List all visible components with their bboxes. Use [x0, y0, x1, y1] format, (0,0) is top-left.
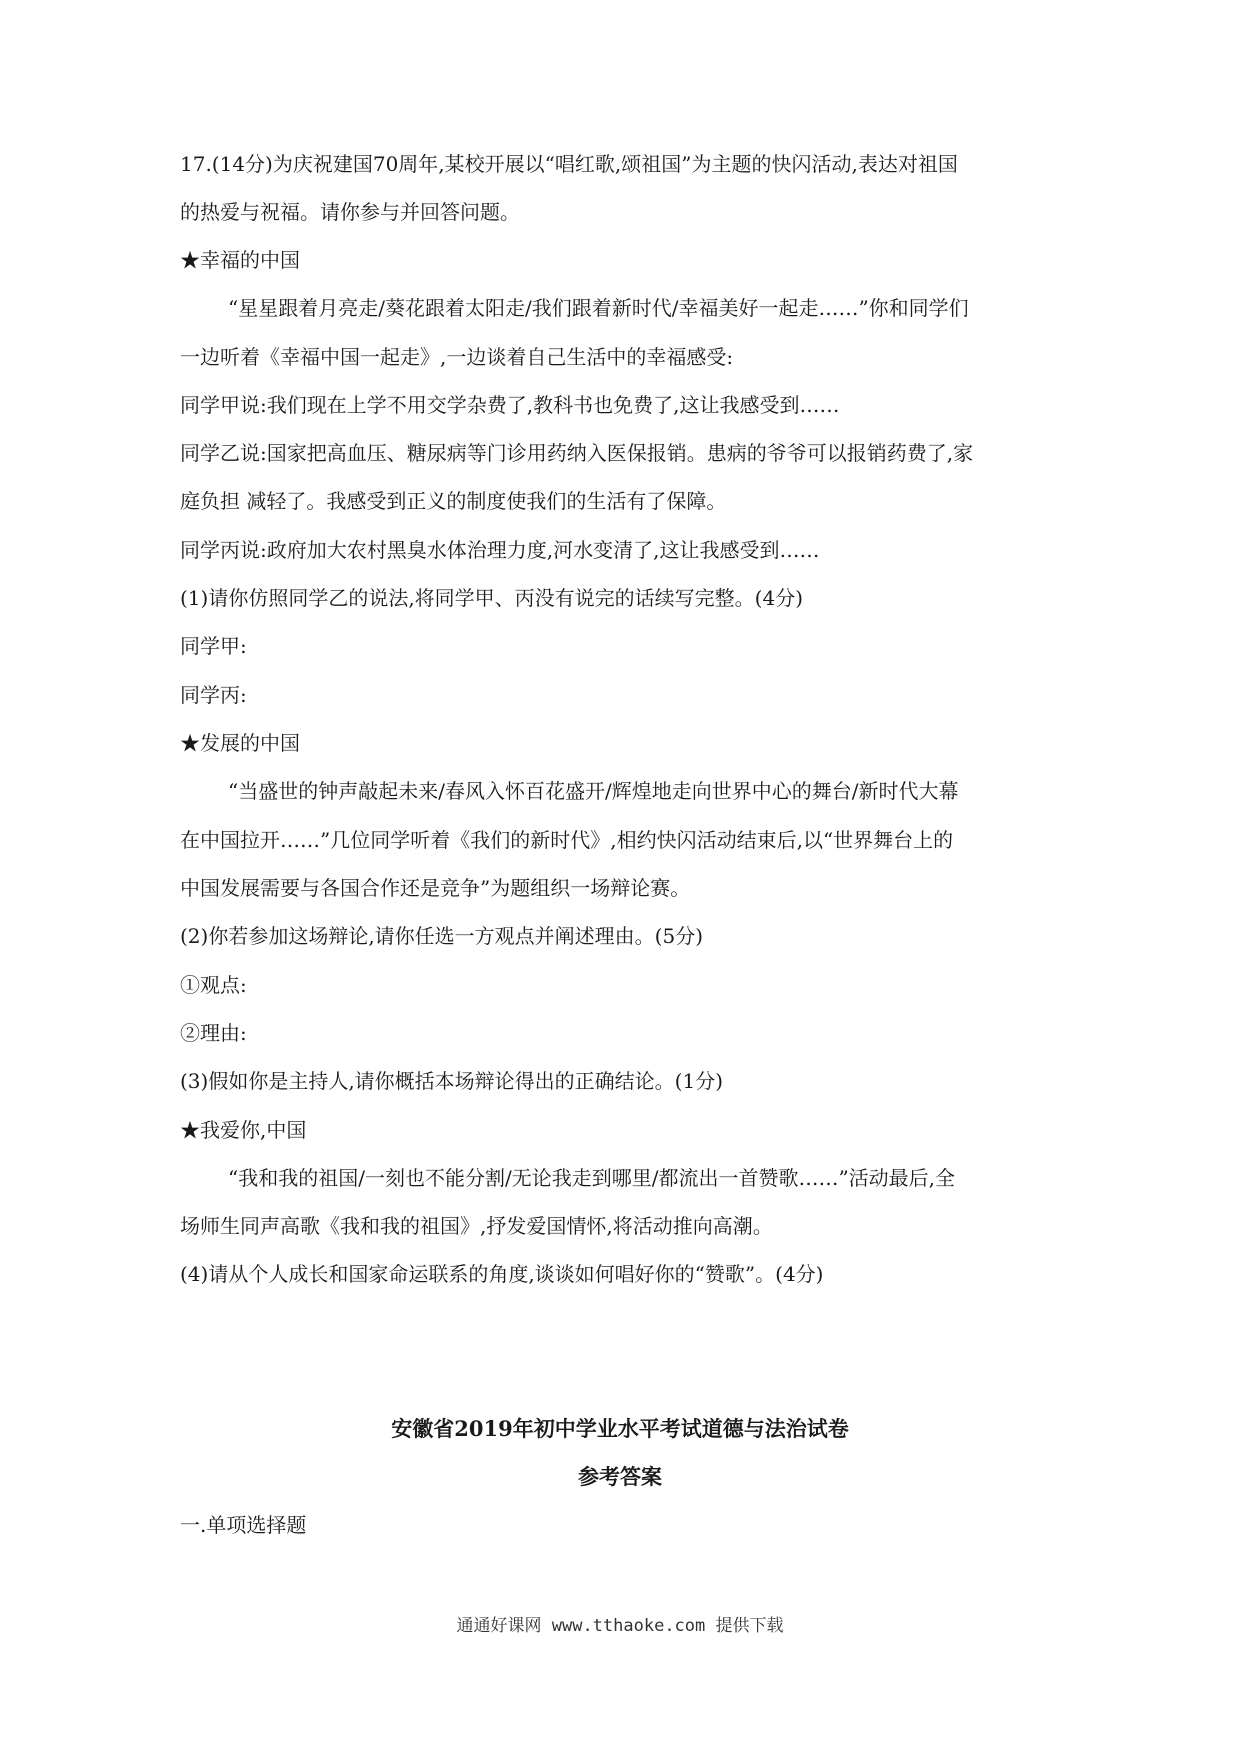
question-17-intro-line1: 17.(14分)为庆祝建国70周年,某校开展以“唱红歌,颂祖国”为主题的快闪活动,表达对祖国 — [180, 152, 958, 176]
sub-question-4: (4)请从个人成长和国家命运联系的角度,谈谈如何唱好你的“赞歌”。(4分) — [180, 1262, 824, 1286]
section1-paragraph-line1: “星星跟着月亮走/葵花跟着太阳走/我们跟着新时代/幸福美好一起走……”你和同学们 — [228, 296, 969, 320]
student-c-statement: 同学丙说:政府加大农村黑臭水体治理力度,河水变清了,这让我感受到…… — [180, 538, 820, 562]
footer-download-source: 通通好课网 www.tthaoke.com 提供下载 — [456, 1616, 784, 1636]
section-heading-developing-china: ★发展的中国 — [180, 731, 300, 755]
section-heading-i-love-china: ★我爱你,中国 — [180, 1118, 307, 1142]
section3-paragraph-line2: 场师生同声高歌《我和我的祖国》,抒发爱国情怀,将活动推向高潮。 — [180, 1214, 773, 1238]
sub-question-1: (1)请你仿照同学乙的说法,将同学甲、丙没有说完的话续写完整。(4分) — [180, 586, 804, 610]
section2-paragraph-line2: 在中国拉开……”几位同学听着《我们的新时代》,相约快闪活动结束后,以“世界舞台上的 — [180, 828, 954, 852]
sub-question-3: (3)假如你是主持人,请你概括本场辩论得出的正确结论。(1分) — [180, 1069, 724, 1093]
answer-key-title: 安徽省2019年初中学业水平考试道德与法治试卷 — [391, 1416, 849, 1441]
reason-label: ②理由: — [180, 1021, 247, 1045]
student-a-statement: 同学甲说:我们现在上学不用交学杂费了,教科书也免费了,这让我感受到…… — [180, 393, 840, 417]
student-b-statement-line2: 庭负担 减轻了。我感受到正义的制度使我们的生活有了保障。 — [180, 489, 727, 513]
section2-paragraph-line1: “当盛世的钟声敲起未来/春风入怀百花盛开/辉煌地走向世界中心的舞台/新时代大幕 — [228, 779, 959, 803]
sub-question-2: (2)你若参加这场辩论,请你任选一方观点并阐述理由。(5分) — [180, 924, 704, 948]
question-17-intro-line2: 的热爱与祝福。请你参与并回答问题。 — [180, 200, 520, 224]
answer-label-student-a: 同学甲: — [180, 634, 247, 658]
multiple-choice-heading: 一.单项选择题 — [180, 1513, 307, 1537]
section1-paragraph-line2: 一边听着《幸福中国一起走》,一边谈着自己生活中的幸福感受: — [180, 345, 734, 369]
section-heading-happy-china: ★幸福的中国 — [180, 248, 300, 272]
viewpoint-label: ①观点: — [180, 973, 247, 997]
student-b-statement-line1: 同学乙说:国家把高血压、糖尿病等门诊用药纳入医保报销。患病的爷爷可以报销药费了,家 — [180, 441, 974, 465]
section2-paragraph-line3: 中国发展需要与各国合作还是竞争”为题组织一场辩论赛。 — [180, 876, 691, 900]
answer-label-student-c: 同学丙: — [180, 683, 247, 707]
section3-paragraph-line1: “我和我的祖国/一刻也不能分割/无论我走到哪里/都流出一首赞歌……”活动最后,全 — [228, 1166, 956, 1190]
answer-key-subtitle: 参考答案 — [578, 1464, 662, 1489]
